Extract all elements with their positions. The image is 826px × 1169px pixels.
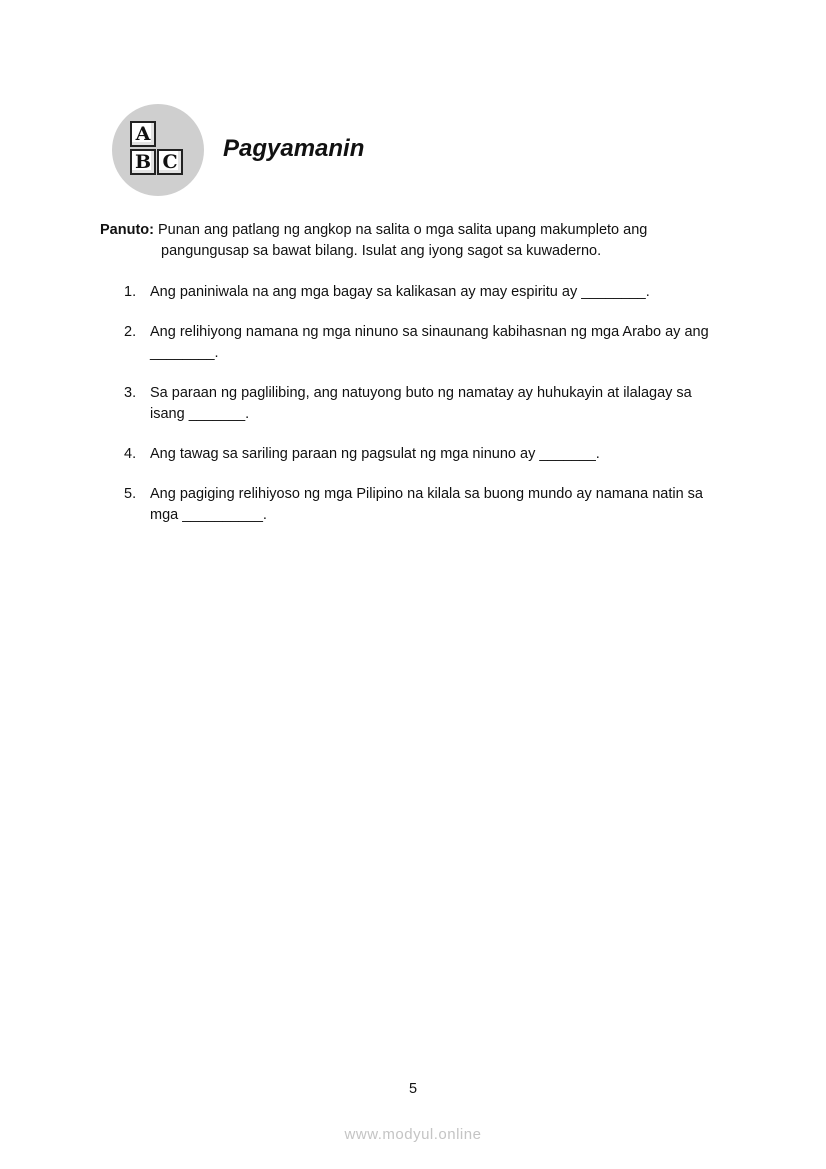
question-text: Ang pagiging relihiyoso ng mga Pilipino na kilala sa buong mundo ay namana natin sa mga __________. [150, 486, 703, 523]
instructions-label: Panuto: [100, 222, 154, 238]
question-text: Ang tawag sa sariling paraan ng pagsulat ng mga ninuno ay _______. [150, 446, 600, 462]
abc-blocks-icon [112, 104, 204, 196]
question-list [124, 282, 724, 545]
watermark: www.modyul.online [344, 1126, 482, 1143]
block-c: C [157, 149, 183, 175]
question-number: 4. [124, 446, 137, 462]
instructions-line-1 [100, 220, 720, 241]
instructions [100, 220, 720, 262]
question-item [124, 444, 724, 465]
section-title: Pagyamanin [223, 135, 365, 162]
question-item [124, 322, 724, 364]
question-text: Sa paraan ng paglilibing, ang natuyong buto ng namatay ay huhukayin at ilalagay sa isang _______. [150, 385, 692, 422]
question-number: 3. [124, 385, 137, 401]
instructions-text-1: Punan ang patlang ng angkop na salita o mga salita upang makumpleto ang [158, 222, 648, 238]
instructions-text-2: pangungusap sa bawat bilang. Isulat ang iyong sagot sa kuwaderno. [161, 243, 602, 259]
question-item [124, 282, 724, 303]
question-number: 5. [124, 486, 137, 502]
question-item [124, 484, 724, 526]
question-text: Ang relihiyong namana ng mga ninuno sa sinaunang kabihasnan ng mga Arabo ay ang ________. [150, 324, 709, 361]
page-number: 5 [408, 1081, 418, 1097]
question-number: 1. [124, 284, 137, 300]
question-text: Ang paniniwala na ang mga bagay sa kalikasan ay may espiritu ay ________. [150, 284, 650, 300]
block-a: A [130, 121, 156, 147]
block-b: B [130, 149, 156, 175]
question-item [124, 383, 724, 425]
question-number: 2. [124, 324, 137, 340]
